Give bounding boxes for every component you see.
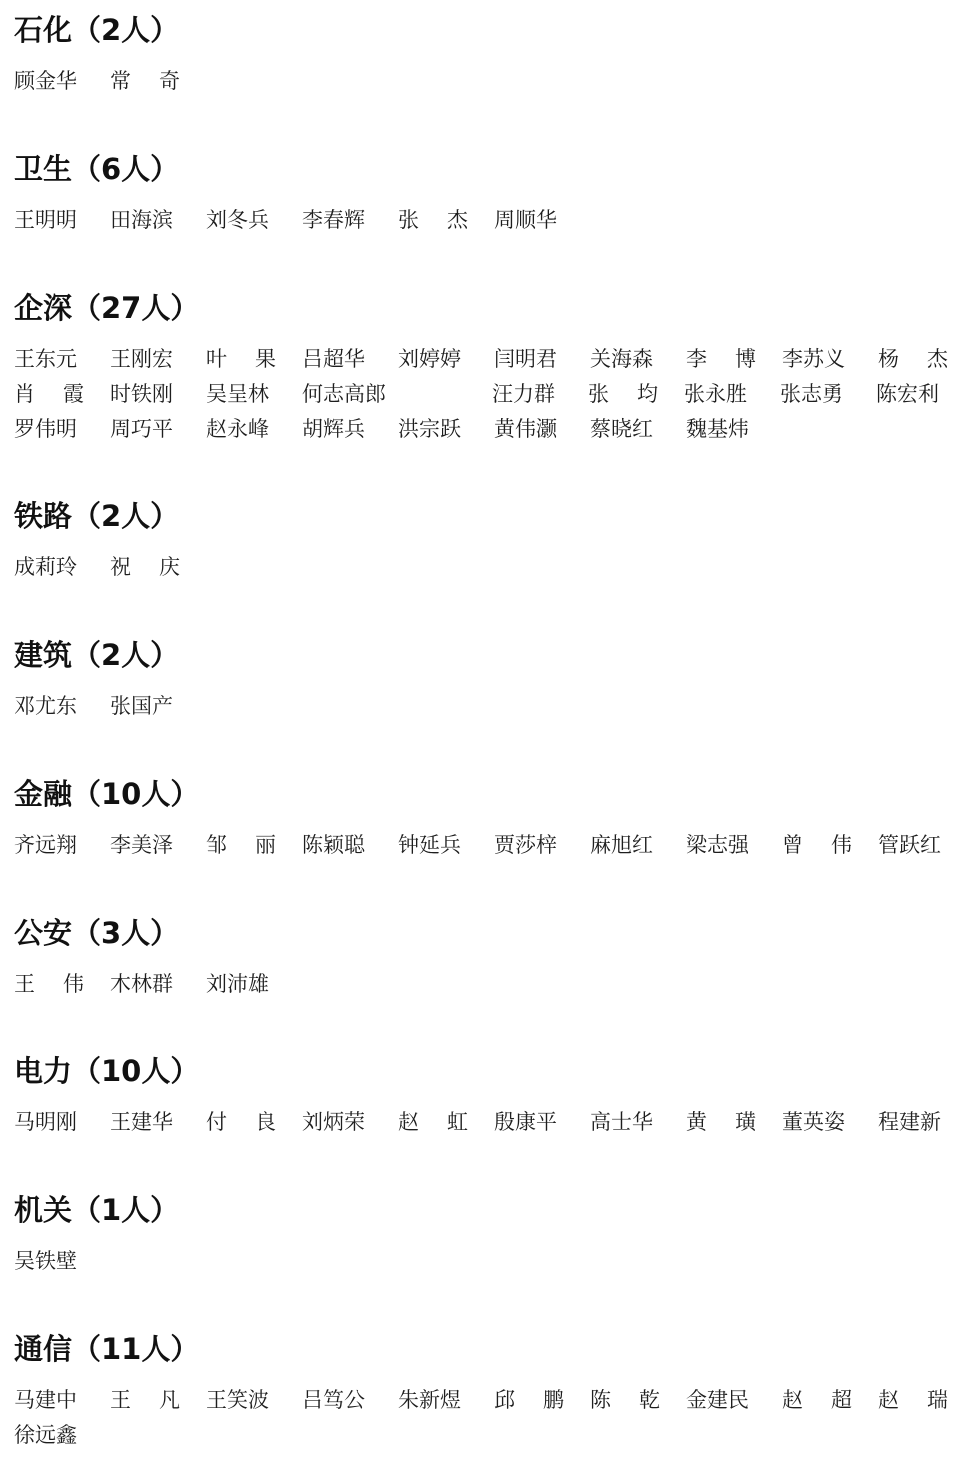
section bbox=[14, 776, 964, 863]
person-name: 刘冬兵 bbox=[206, 208, 269, 232]
person-name: 李 博 bbox=[686, 347, 756, 371]
person-name: 常 奇 bbox=[110, 69, 180, 93]
name-row bbox=[14, 342, 964, 377]
person-name: 叶 果 bbox=[206, 347, 276, 371]
person-name: 赵 瑞 bbox=[878, 1388, 948, 1412]
name-row bbox=[14, 828, 964, 863]
person-name: 陈颖聪 bbox=[302, 833, 365, 857]
name-row bbox=[14, 377, 964, 412]
person-name: 王 凡 bbox=[110, 1388, 180, 1412]
person-name: 王东元 bbox=[14, 347, 77, 371]
person-name: 梁志强 bbox=[686, 833, 749, 857]
section bbox=[14, 1331, 964, 1453]
person-name: 黄 璜 bbox=[686, 1110, 756, 1134]
person-name: 马明刚 bbox=[14, 1110, 77, 1134]
person-name: 黄伟灏 bbox=[494, 417, 557, 441]
person-name: 马建中 bbox=[14, 1388, 77, 1412]
section bbox=[14, 12, 964, 99]
person-name: 周巧平 bbox=[110, 417, 173, 441]
person-name: 麻旭红 bbox=[590, 833, 653, 857]
section-heading: 铁路（2人） bbox=[14, 499, 180, 533]
section-heading: 金融（10人） bbox=[14, 777, 200, 811]
person-name: 吕超华 bbox=[302, 347, 365, 371]
person-name: 金建民 bbox=[686, 1388, 749, 1412]
person-name: 吴呈林 bbox=[206, 382, 269, 406]
person-name: 吕笃公 bbox=[302, 1388, 365, 1412]
person-name: 洪宗跃 bbox=[398, 417, 461, 441]
name-row bbox=[14, 550, 964, 585]
section bbox=[14, 151, 964, 238]
name-list bbox=[14, 1244, 964, 1279]
person-name: 木林群 bbox=[110, 972, 173, 996]
person-name: 张 杰 bbox=[398, 208, 468, 232]
person-name: 张永胜 bbox=[684, 382, 747, 406]
person-name: 高士华 bbox=[590, 1110, 653, 1134]
name-list bbox=[14, 203, 964, 238]
person-name: 顾金华 bbox=[14, 69, 77, 93]
person-name: 付 良 bbox=[206, 1110, 276, 1134]
person-name: 时铁刚 bbox=[110, 382, 173, 406]
person-name: 李苏义 bbox=[782, 347, 845, 371]
person-name: 肖 霞 bbox=[14, 382, 84, 406]
name-list bbox=[14, 967, 964, 1002]
section-heading: 建筑（2人） bbox=[14, 638, 180, 672]
person-name: 刘婷婷 bbox=[398, 347, 461, 371]
person-name: 吴铁壁 bbox=[14, 1249, 77, 1273]
person-name: 李美泽 bbox=[110, 833, 173, 857]
person-name: 闫明君 bbox=[494, 347, 557, 371]
name-row bbox=[14, 203, 964, 238]
person-name: 王 伟 bbox=[14, 972, 84, 996]
person-name: 关海森 bbox=[590, 347, 653, 371]
person-name: 王刚宏 bbox=[110, 347, 173, 371]
person-name: 邓尤东 bbox=[14, 694, 77, 718]
person-name: 曾 伟 bbox=[782, 833, 852, 857]
section bbox=[14, 498, 964, 585]
name-list bbox=[14, 550, 964, 585]
person-name: 罗伟明 bbox=[14, 417, 77, 441]
section-heading: 通信（11人） bbox=[14, 1332, 200, 1366]
name-list bbox=[14, 1383, 964, 1453]
person-name: 成莉玲 bbox=[14, 555, 77, 579]
person-name: 程建新 bbox=[878, 1110, 941, 1134]
section-heading: 电力（10人） bbox=[14, 1054, 200, 1088]
person-name: 王笑波 bbox=[206, 1388, 269, 1412]
name-row bbox=[14, 967, 964, 1002]
person-name: 刘沛雄 bbox=[206, 972, 269, 996]
person-name: 董英姿 bbox=[782, 1110, 845, 1134]
section bbox=[14, 637, 964, 724]
name-row bbox=[14, 689, 964, 724]
name-list bbox=[14, 342, 964, 447]
person-name: 贾莎梓 bbox=[494, 833, 557, 857]
person-name: 赵 虹 bbox=[398, 1110, 468, 1134]
person-name: 田海滨 bbox=[110, 208, 173, 232]
person-name: 钟延兵 bbox=[398, 833, 461, 857]
person-name: 邹 丽 bbox=[206, 833, 276, 857]
person-name: 殷康平 bbox=[494, 1110, 557, 1134]
section-heading: 公安（3人） bbox=[14, 916, 180, 950]
name-list bbox=[14, 689, 964, 724]
person-name: 徐远鑫 bbox=[14, 1423, 77, 1447]
person-name: 陈 乾 bbox=[590, 1388, 660, 1412]
person-name: 赵 超 bbox=[782, 1388, 852, 1412]
person-name: 邱 鹏 bbox=[494, 1388, 564, 1412]
name-list bbox=[14, 828, 964, 863]
person-name: 齐远翔 bbox=[14, 833, 77, 857]
name-row bbox=[14, 412, 964, 447]
person-name: 朱新煜 bbox=[398, 1388, 461, 1412]
section-heading: 机关（1人） bbox=[14, 1193, 180, 1227]
person-name: 陈宏利 bbox=[876, 382, 939, 406]
name-list bbox=[14, 1105, 964, 1140]
section-heading: 石化（2人） bbox=[14, 13, 180, 47]
section-heading: 卫生（6人） bbox=[14, 152, 180, 186]
name-row bbox=[14, 64, 964, 99]
person-name: 张国产 bbox=[110, 694, 173, 718]
person-name: 刘炳荣 bbox=[302, 1110, 365, 1134]
person-name: 张志勇 bbox=[780, 382, 843, 406]
person-name: 张 均 bbox=[588, 382, 658, 406]
name-row bbox=[14, 1383, 964, 1418]
person-name: 何志高郎 bbox=[302, 382, 386, 406]
person-name: 胡辉兵 bbox=[302, 417, 365, 441]
person-name: 赵永峰 bbox=[206, 417, 269, 441]
section bbox=[14, 290, 964, 447]
person-name: 魏基炜 bbox=[686, 417, 749, 441]
name-row bbox=[14, 1105, 964, 1140]
person-name: 蔡晓红 bbox=[590, 417, 653, 441]
person-name: 王建华 bbox=[110, 1110, 173, 1134]
person-name: 李春辉 bbox=[302, 208, 365, 232]
section bbox=[14, 1053, 964, 1140]
section bbox=[14, 915, 964, 1002]
section bbox=[14, 1192, 964, 1279]
person-name: 杨 杰 bbox=[878, 347, 948, 371]
name-list bbox=[14, 64, 964, 99]
person-name: 祝 庆 bbox=[110, 555, 180, 579]
name-row bbox=[14, 1418, 964, 1453]
person-name: 管跃红 bbox=[878, 833, 941, 857]
person-name: 王明明 bbox=[14, 208, 77, 232]
name-row bbox=[14, 1244, 964, 1279]
person-name: 汪力群 bbox=[492, 382, 555, 406]
section-heading: 企深（27人） bbox=[14, 291, 200, 325]
person-name: 周顺华 bbox=[494, 208, 557, 232]
